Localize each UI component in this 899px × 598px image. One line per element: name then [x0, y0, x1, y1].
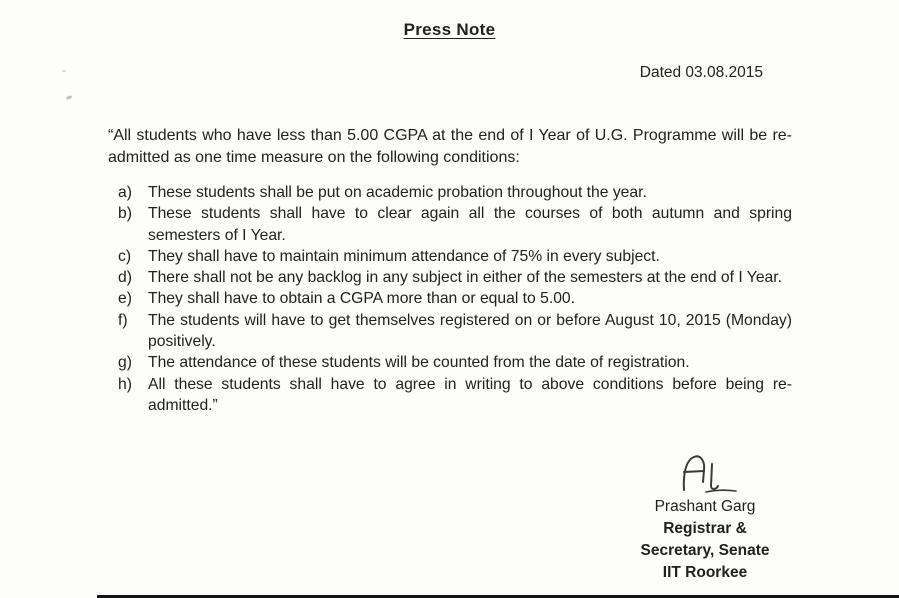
condition-item [118, 374, 792, 417]
condition-item [118, 352, 792, 373]
document-title-text: Press Note [403, 20, 496, 39]
date-line: Dated 03.08.2015 [639, 64, 763, 81]
condition-item [118, 203, 792, 246]
condition-item [118, 267, 792, 288]
condition-label: d) [118, 269, 132, 287]
condition-label: a) [118, 184, 132, 201]
condition-text: All these students shall have to agree in writing to above conditions before being re-admitted.” [148, 375, 792, 414]
condition-text: The students will have to get themselves registered on or before August 10, 2015 (Monday) positively. [148, 311, 792, 351]
scan-speck [62, 70, 66, 72]
condition-item [118, 288, 792, 309]
condition-text: The attendance of these students will be counted from the date of registration. [148, 354, 690, 372]
condition-item [118, 246, 792, 267]
condition-text: There shall not be any backlog in any subject in either of the semesters at the end of I Year. [148, 269, 782, 287]
document-title [0, 20, 899, 40]
intro-paragraph: “All students who have less than 5.00 CGPA at the end of I Year of U.G. Programme will be re-admitted as one time measure on the following conditions: [108, 127, 792, 166]
signatory-title-line1: Registrar & [663, 520, 747, 537]
condition-text: They shall have to obtain a CGPA more than or equal to 5.00. [148, 290, 576, 308]
signatory-title-line3: IIT Roorkee [662, 564, 748, 581]
condition-text: These students shall be put on academic probation throughout the year. [148, 184, 647, 201]
condition-item [118, 182, 792, 203]
condition-label: h) [118, 375, 132, 393]
signatory-title-line2: Secretary, Senate [640, 542, 770, 559]
handwritten-signature-icon [670, 452, 740, 494]
conditions-list [118, 182, 792, 416]
condition-label: b) [118, 205, 132, 223]
signatory-name: Prashant Garg [654, 498, 756, 515]
condition-text: They shall have to maintain minimum attendance of 75% in every subject. [148, 247, 660, 265]
scan-speck [66, 95, 73, 100]
signature-block [600, 452, 810, 584]
condition-label: e) [118, 290, 132, 308]
condition-label: c) [118, 247, 132, 265]
condition-label: g) [118, 354, 132, 372]
condition-text: These students shall have to clear again all the courses of both autumn and spring semesters of I Year. [148, 205, 792, 244]
condition-label: f) [118, 311, 128, 329]
condition-item [118, 310, 792, 353]
